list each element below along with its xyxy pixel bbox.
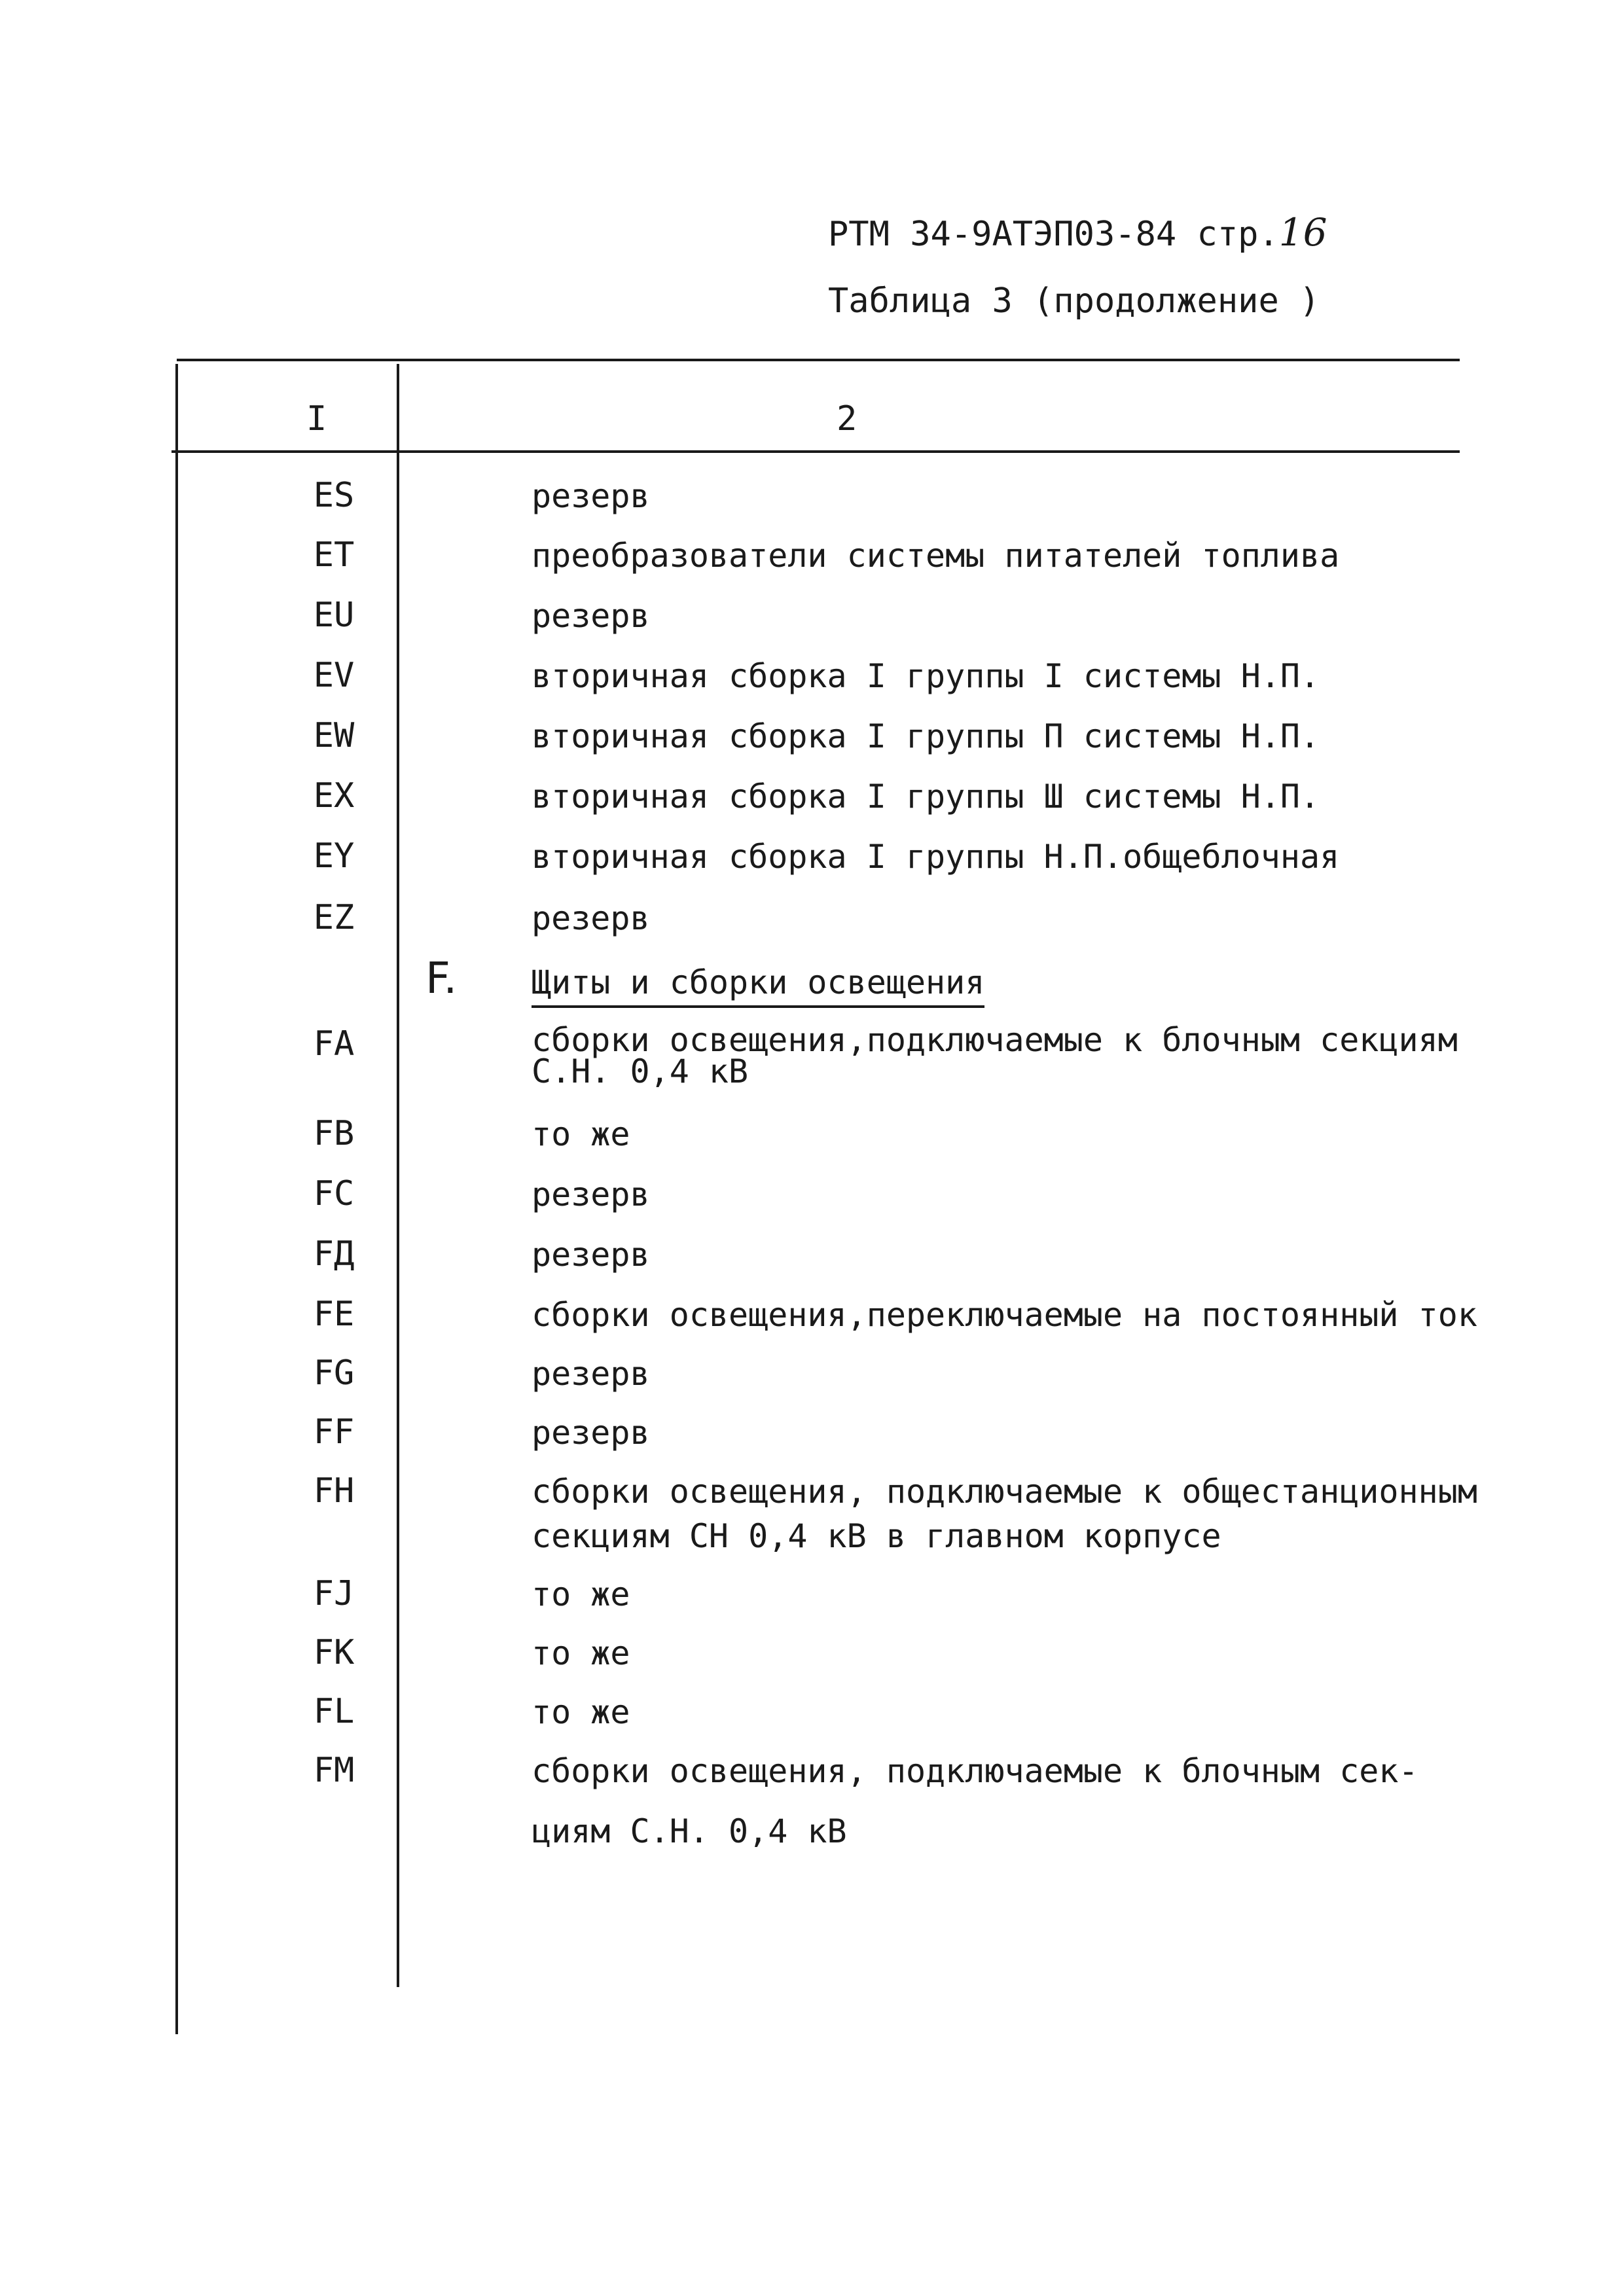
row-code: FC [313, 1174, 355, 1213]
row-text: то же [532, 1575, 630, 1613]
row-text: то же [532, 1115, 630, 1153]
row-code: EU [313, 596, 355, 635]
table-title: Таблица 3 (продолжение ) [828, 281, 1320, 321]
row-text: резерв [532, 1236, 650, 1274]
document-id: РТМ 34-9АТЭП03-84 стр. [828, 215, 1279, 254]
page-number: 16 [1278, 210, 1327, 255]
row-text: резерв [532, 1175, 650, 1213]
row-text: то же [532, 1693, 630, 1731]
row-text: сборки освещения,переключаемые на постоянный ток [532, 1296, 1477, 1334]
row-text-line: сборки освещения,подключаемые к блочным секциям [532, 1021, 1458, 1059]
row-code: EV [313, 656, 355, 695]
row-text: резерв [532, 477, 650, 515]
row-text: преобразователи системы питателей топлива [532, 537, 1340, 575]
row-text: вторичная сборка I группы Ш системы Н.П. [532, 778, 1320, 816]
row-code: FH [313, 1471, 355, 1511]
row-code: ES [313, 476, 355, 515]
row-text [532, 1751, 1461, 1852]
table-left-border [175, 364, 178, 2034]
row-text: резерв [532, 1414, 650, 1452]
row-text: резерв [532, 899, 650, 937]
row-text: вторичная сборка I группы П системы Н.П. [532, 717, 1320, 755]
row-text: вторичная сборка I группы Н.П.общеблочная [532, 838, 1340, 876]
row-code: ET [313, 535, 355, 575]
row-code: FB [313, 1114, 355, 1153]
row-text-line: сборки освещения, подключаемые к блочным сек- [532, 1752, 1418, 1790]
row-text: вторичная сборка I группы I системы Н.П. [532, 657, 1320, 695]
row-text: резерв [532, 1355, 650, 1393]
section-title: Щиты и сборки освещения [532, 962, 984, 1008]
row-code: FJ [313, 1574, 355, 1613]
table-top-rule [177, 359, 1460, 361]
row-code: FF [313, 1412, 355, 1452]
row-code: FM [313, 1751, 355, 1790]
row-code: FA [313, 1024, 355, 1064]
column-header-1: I [306, 399, 327, 439]
row-code: FK [313, 1633, 355, 1672]
row-code: EY [313, 836, 355, 876]
row-code: FG [313, 1354, 355, 1393]
row-code: EX [313, 776, 355, 816]
table-header-rule [171, 450, 1460, 453]
document-reference [828, 210, 1327, 255]
row-text-line: С.Н. 0,4 кВ [532, 1052, 749, 1090]
row-code: EW [313, 716, 355, 755]
row-text-line: сборки освещения, подключаемые к общестанционным [532, 1473, 1477, 1511]
section-letter: F. [425, 953, 458, 1003]
row-text: резерв [532, 597, 650, 635]
row-text [532, 1021, 1461, 1090]
row-code: FE [313, 1295, 355, 1334]
row-code: EZ [313, 898, 355, 937]
row-code: FL [313, 1692, 355, 1731]
row-text [532, 1471, 1477, 1556]
row-text: то же [532, 1634, 630, 1672]
row-code: FД [313, 1234, 355, 1274]
row-text-line: секциям СН 0,4 кВ в главном корпусе [532, 1517, 1221, 1555]
row-text-line: циям С.Н. 0,4 кВ [532, 1812, 847, 1850]
column-header-2: 2 [837, 399, 857, 439]
